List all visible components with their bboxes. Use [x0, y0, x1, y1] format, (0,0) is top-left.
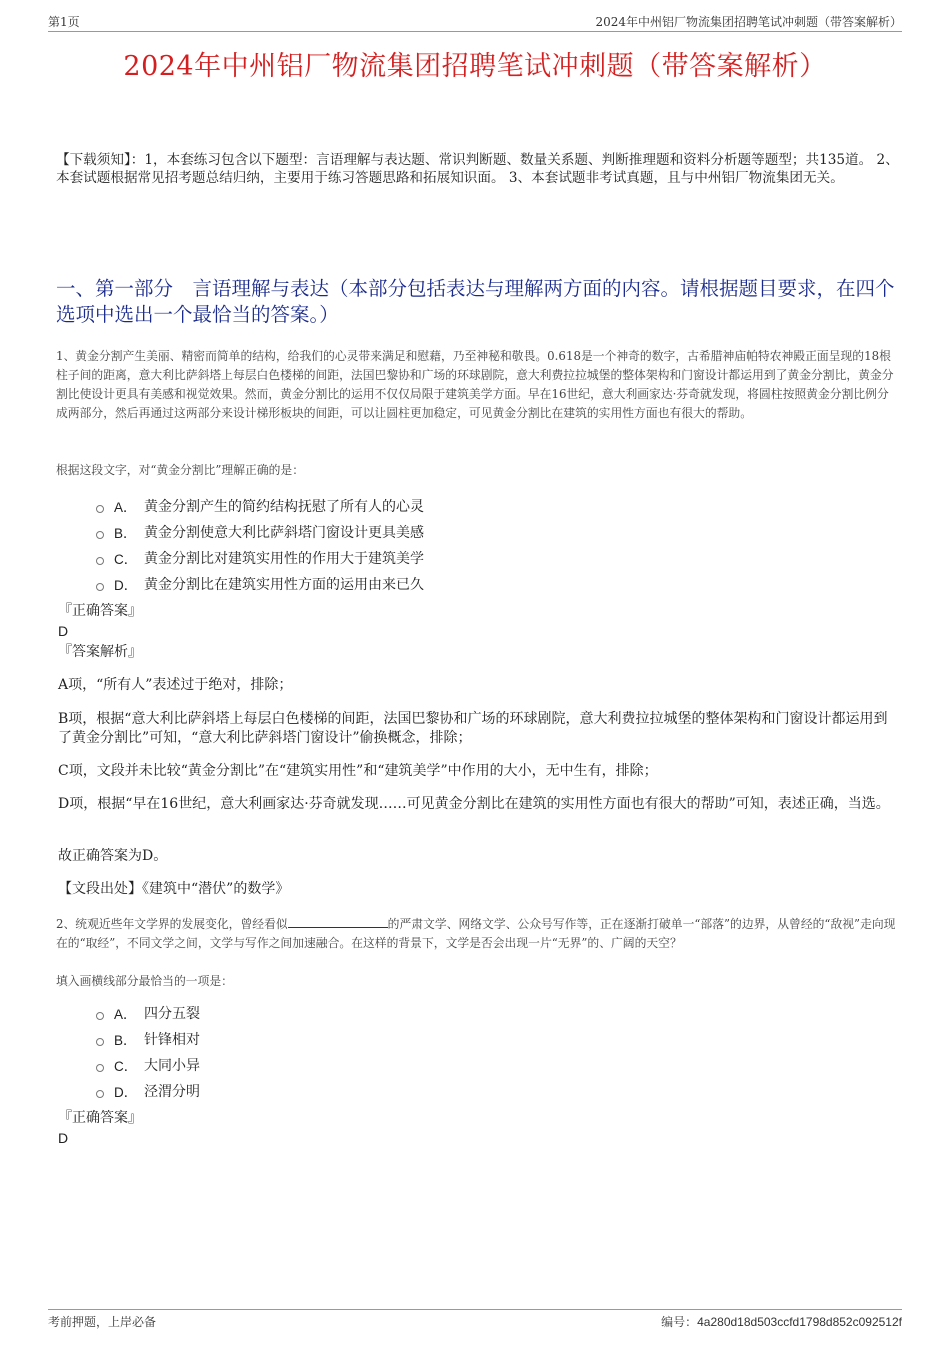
footer-slogan: 考前押题，上岸必备 — [48, 1315, 157, 1329]
option-letter: D． — [114, 578, 138, 593]
footer-code — [661, 1313, 902, 1330]
option-text: 泾渭分明 — [144, 1084, 200, 1100]
question-2-options — [96, 1000, 200, 1104]
question-1-prompt: 根据这段文字，对“黄金分割比”理解正确的是： — [56, 463, 305, 477]
analysis-label: 『答案解析』 — [58, 644, 142, 660]
question-2-text-before: 2、统观近些年文学界的发展变化，曾经看似 — [56, 917, 288, 931]
analysis-line-c: C项，文段并未比较“黄金分割比”在“建筑实用性”和“建筑美学”中作用的大小，无中生有，排除； — [58, 763, 658, 779]
footer-code-label: 编号： — [661, 1315, 698, 1329]
radio-icon[interactable] — [96, 505, 104, 513]
option-text: 黄金分割比对建筑实用性的作用大于建筑美学 — [144, 551, 424, 567]
question-2-text-after: 的严肃文学、网络文学、公众号写作等，正在逐渐打破单一“部落”的边界，从曾经的“敌视”走向现在的“取经”，不同文学之间，文学与写作之间加速融合。在这样的背景下，文学是否会出现一片“无界”的、广阔的天空？ — [56, 917, 896, 950]
answer-label: 『正确答案』 — [58, 1110, 142, 1126]
option-text: 大同小异 — [144, 1058, 200, 1074]
option-b[interactable] — [96, 1026, 200, 1052]
radio-icon[interactable] — [96, 1038, 104, 1046]
radio-icon[interactable] — [96, 1090, 104, 1098]
page-title: 2024年中州铝厂物流集团招聘笔试冲刺题（带答案解析） — [123, 51, 827, 82]
page-number: 第1页 — [48, 15, 80, 29]
option-letter: A． — [114, 1007, 137, 1022]
option-d[interactable] — [96, 571, 424, 597]
option-letter: D． — [114, 1085, 138, 1100]
download-notice: 【下载须知】：1，本套练习包含以下题型：言语理解与表达题、常识判断题、数量关系题、判断推理题和资料分析题等题型；共135道。 2、本套试题根据常见招考题总结归纳，主要用于练习答题思路和拓展知识面。 3、本套试题非考试真题，且与中州铝厂物流集团无关。 — [56, 152, 899, 186]
radio-icon[interactable] — [96, 557, 104, 565]
option-c[interactable] — [96, 1052, 200, 1078]
header-divider — [48, 31, 902, 32]
radio-icon[interactable] — [96, 531, 104, 539]
answer-label: 『正确答案』 — [58, 603, 142, 619]
fill-in-blank — [288, 915, 388, 928]
text-source: 【文段出处】《建筑中“潜伏”的数学》 — [58, 881, 290, 897]
option-b[interactable] — [96, 519, 424, 545]
option-letter: B． — [114, 1033, 137, 1048]
analysis-line-b: B项，根据“意大利比萨斜塔上每层白色楼梯的间距，法国巴黎协和广场的环球剧院，意大利费拉拉城堡的整体架构和门窗设计都运用到了黄金分割比”可知，“意大利比萨斜塔门窗设计”偷换概念，排除； — [58, 711, 888, 746]
footer-code-value: 4a280d18d503ccfd1798d852c092512f — [697, 1315, 902, 1329]
question-1-text: 1、黄金分割产生美丽、精密而简单的结构，给我们的心灵带来满足和慰藉，乃至神秘和敬畏。0.618是一个神奇的数字，古希腊神庙帕特农神殿正面呈现的18根柱子间的距离，意大利比萨斜塔上每层白色楼梯的间距，法国巴黎协和广场的环球剧院，意大利费拉拉城堡的整体架构和门窗设计都运用到了黄金分割比，黄金分割比使设计更具有美感和视觉效果。然而，黄金分割比的运用不仅仅局限于建筑美学方面。早在16世纪，意大利画家达·芬奇就发现，将圆柱按照黄金分割比例分成两部分，然后再通过这两部分来设计梯形板块的间距，可以让圆柱更加稳定，可见黄金分割比在建筑的实用性方面也有很大的帮助。 — [56, 349, 894, 420]
radio-icon[interactable] — [96, 1012, 104, 1020]
option-a[interactable] — [96, 493, 424, 519]
option-d[interactable] — [96, 1078, 200, 1104]
analysis-line-d: D项，根据“早在16世纪，意大利画家达·芬奇就发现……可见黄金分割比在建筑的实用性方面也有很大的帮助”可知，表述正确，当选。 — [58, 796, 890, 812]
option-letter: C． — [114, 1059, 138, 1074]
option-letter: C． — [114, 552, 138, 567]
option-letter: A． — [114, 500, 137, 515]
analysis-conclusion: 故正确答案为D。 — [58, 848, 168, 864]
option-text: 四分五裂 — [144, 1006, 200, 1022]
option-text: 针锋相对 — [144, 1032, 200, 1048]
option-letter: B． — [114, 526, 137, 541]
radio-icon[interactable] — [96, 583, 104, 591]
footer-divider — [48, 1309, 902, 1310]
question-2-prompt: 填入画横线部分最恰当的一项是： — [56, 974, 233, 988]
option-text: 黄金分割使意大利比萨斜塔门窗设计更具美感 — [144, 525, 424, 541]
analysis-line-a: A项，“所有人”表述过于绝对，排除； — [58, 677, 293, 693]
question-1-options — [96, 493, 424, 597]
option-text: 黄金分割比在建筑实用性方面的运用由来已久 — [144, 577, 424, 593]
header-doc-title: 2024年中州铝厂物流集团招聘笔试冲刺题（带答案解析） — [595, 15, 902, 29]
radio-icon[interactable] — [96, 1064, 104, 1072]
section-title: 一、第一部分 言语理解与表达（本部分包括表达与理解两方面的内容。请根据题目要求，在四个选项中选出一个最恰当的答案。） — [56, 277, 895, 326]
option-text: 黄金分割产生的简约结构抚慰了所有人的心灵 — [144, 499, 424, 515]
correct-answer: D — [58, 623, 69, 639]
question-2-text — [56, 915, 898, 953]
option-a[interactable] — [96, 1000, 200, 1026]
correct-answer: D — [58, 1130, 69, 1146]
option-c[interactable] — [96, 545, 424, 571]
